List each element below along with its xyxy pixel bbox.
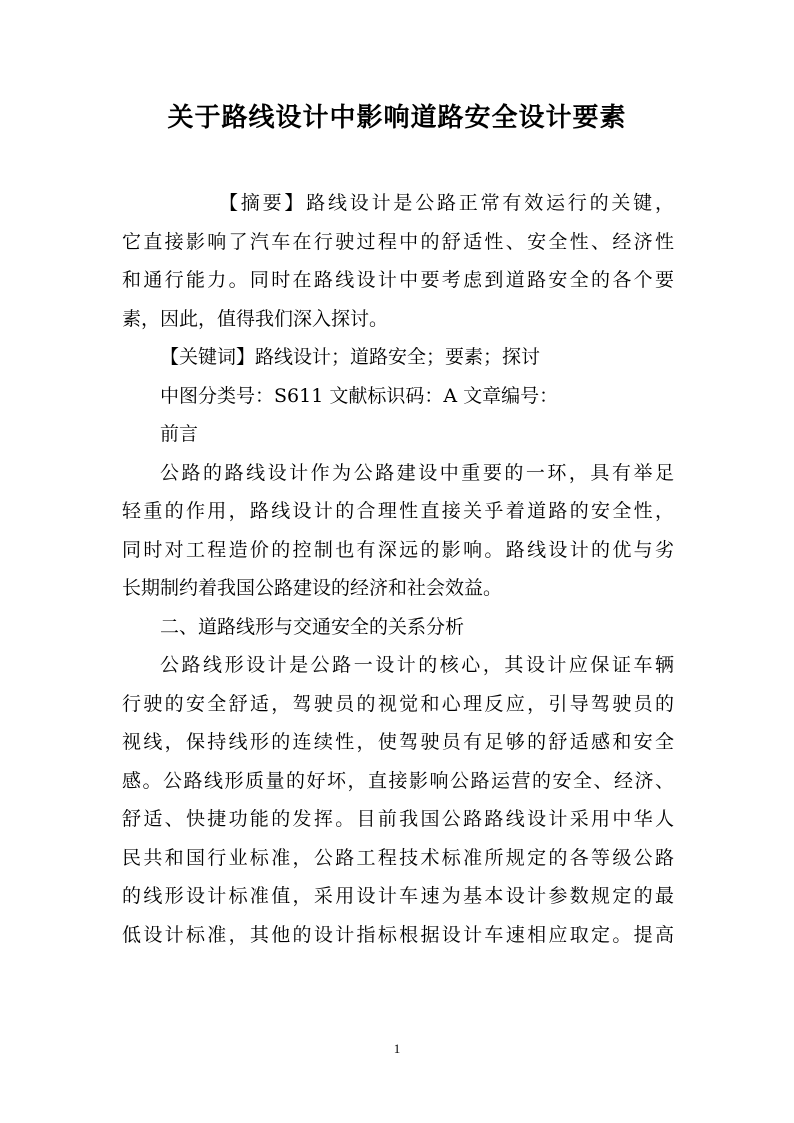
keywords-paragraph — [122, 338, 674, 377]
section2-heading-text: 二、道路线形与交通安全的关系分析 — [160, 615, 465, 638]
document-body — [122, 184, 674, 954]
section2-line: 公路线形设计是公路一设计的核心，其设计应保证车辆 — [160, 654, 674, 676]
abstract-line: 和通行能力。同时在路线设计中要考虑到道路安全的各个要 — [122, 269, 674, 291]
section2-paragraph — [122, 646, 674, 954]
abstract-line: 【摘要】路线设计是公路正常有效运行的关键， — [219, 192, 674, 214]
section2-line: 感。公路线形质量的好坏，直接影响公路运营的安全、经济、 — [122, 769, 674, 792]
page-number: 1 — [393, 1041, 401, 1056]
classification-line: 中图分类号：S611 文献标识码：A 文章编号： — [160, 384, 559, 407]
section2-line: 民共和国行业标准，公路工程技术标准所规定的各等级公路 — [122, 846, 674, 869]
section2-line: 行驶的安全舒适，驾驶员的视觉和心理反应，引导驾驶员的 — [122, 692, 674, 715]
section2-heading — [122, 608, 674, 647]
abstract-paragraph — [122, 184, 674, 338]
preface-heading — [122, 415, 674, 454]
preface-line: 同时对工程造价的控制也有深远的影响。路线设计的优与劣 — [122, 538, 674, 561]
preface-heading-text: 前言 — [160, 423, 199, 445]
preface-line: 公路的路线设计作为公路建设中重要的一环，具有举足 — [160, 461, 674, 484]
keywords-line: 【关键词】路线设计；道路安全；要素；探讨 — [160, 346, 541, 368]
section2-line: 低设计标准，其他的设计指标根据设计车速相应取定。提高 — [122, 923, 674, 946]
abstract-line: 素，因此，值得我们深入探讨。 — [122, 307, 389, 330]
abstract-line: 它直接影响了汽车在行驶过程中的舒适性、安全性、经济性 — [122, 230, 674, 253]
preface-paragraph — [122, 454, 674, 608]
section2-line: 的线形设计标准值，采用设计车速为基本设计参数规定的最 — [122, 885, 674, 907]
classification-paragraph — [122, 377, 674, 416]
section2-line: 视线，保持线形的连续性，使驾驶员有足够的舒适感和安全 — [122, 731, 674, 753]
preface-line: 轻重的作用，路线设计的合理性直接关乎着道路的安全性， — [122, 500, 674, 522]
document-title: 关于路线设计中影响道路安全设计要素 — [167, 103, 627, 133]
preface-line: 长期制约着我国公路建设的经济和社会效益。 — [122, 577, 503, 599]
section2-line: 舒适、快捷功能的发挥。目前我国公路路线设计采用中华人 — [122, 808, 674, 830]
